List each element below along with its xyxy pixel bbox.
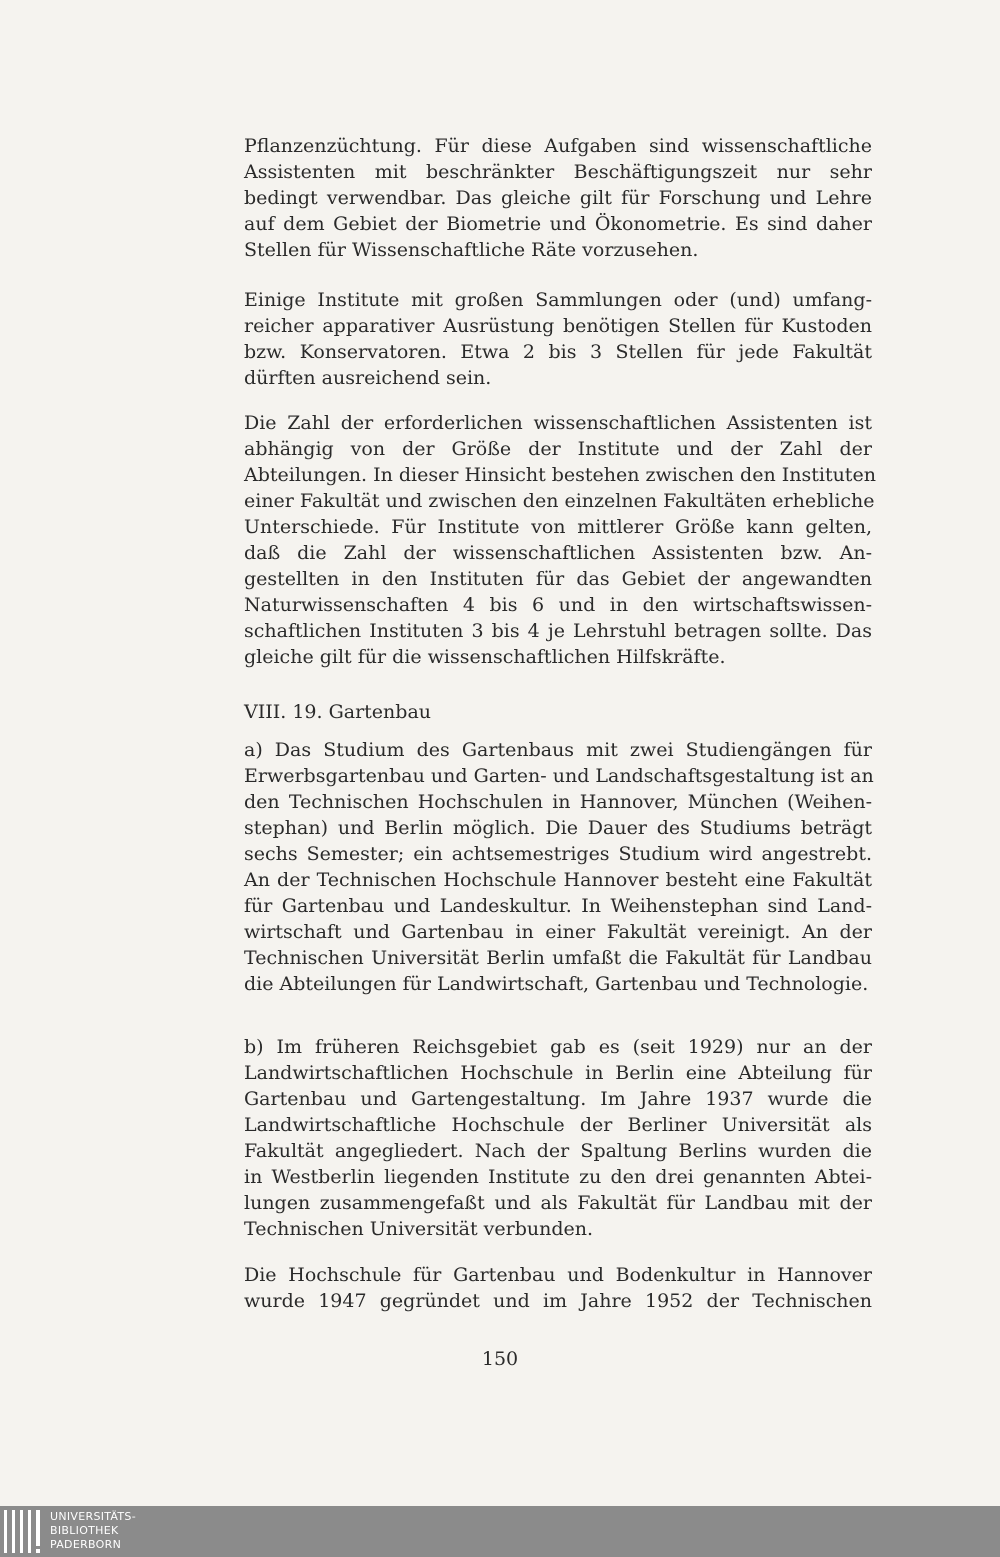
- text-line: Die Zahl der erforderlichen wissenschaftlichen Assistenten ist: [244, 412, 872, 434]
- text-line: Landwirtschaftliche Hochschule der Berliner Universität als: [244, 1114, 872, 1136]
- text-line: Abteilungen. In dieser Hinsicht bestehen zwischen den Instituten: [244, 464, 876, 486]
- text-line: Naturwissenschaften 4 bis 6 und in den wirtschaftswissen-: [244, 594, 872, 616]
- text-line: stephan) und Berlin möglich. Die Dauer des Studiums beträgt: [244, 817, 872, 839]
- text-line: Stellen für Wissenschaftliche Räte vorzusehen.: [244, 239, 699, 261]
- text-line: für Gartenbau und Landeskultur. In Weihenstephan sind Land-: [244, 895, 872, 917]
- text-line: die Abteilungen für Landwirtschaft, Gartenbau und Technologie.: [244, 973, 869, 995]
- text-line: schaftlichen Instituten 3 bis 4 je Lehrstuhl betragen sollte. Das: [244, 620, 872, 642]
- library-logo-icon: [4, 1510, 44, 1553]
- text-line: Technischen Universität verbunden.: [244, 1218, 594, 1240]
- text-line: Assistenten mit beschränkter Beschäftigungszeit nur sehr: [244, 161, 872, 183]
- text-line: den Technischen Hochschulen in Hannover, München (Weihen-: [244, 791, 872, 813]
- library-footer-banner: [0, 1506, 1000, 1557]
- text-line: Unterschiede. Für Institute von mittlerer Größe kann gelten,: [244, 516, 872, 538]
- library-name: [50, 1510, 136, 1552]
- text-line: gleiche gilt für die wissenschaftlichen Hilfskräfte.: [244, 646, 726, 668]
- text-line: Gartenbau und Gartengestaltung. Im Jahre 1937 wurde die: [244, 1088, 872, 1110]
- text-line: lungen zusammengefaßt und als Fakultät für Landbau mit der: [244, 1192, 872, 1214]
- text-line: wirtschaft und Gartenbau in einer Fakultät vereinigt. An der: [244, 921, 872, 943]
- text-line: wurde 1947 gegründet und im Jahre 1952 der Technischen: [244, 1290, 872, 1312]
- text-line: Die Hochschule für Gartenbau und Bodenkultur in Hannover: [244, 1264, 872, 1286]
- page-number: 150: [481, 1348, 519, 1370]
- text-line: daß die Zahl der wissenschaftlichen Assistenten bzw. An-: [244, 542, 872, 564]
- paragraph-4: [244, 737, 872, 997]
- text-line: Fakultät angegliedert. Nach der Spaltung Berlins wurden die: [244, 1140, 872, 1162]
- text-line: An der Technischen Hochschule Hannover besteht eine Fakultät: [244, 869, 872, 891]
- text-line: dürften ausreichend sein.: [244, 367, 492, 389]
- text-line: Einige Institute mit großen Sammlungen oder (und) umfang-: [244, 289, 872, 311]
- paragraph-2: [244, 287, 872, 391]
- text-line: gestellten in den Instituten für das Gebiet der angewandten: [244, 568, 872, 590]
- library-name-line: UNIVERSITÄTS-: [50, 1510, 136, 1523]
- paragraph-3: [244, 410, 876, 670]
- text-line: Landwirtschaftlichen Hochschule in Berlin eine Abteilung für: [244, 1062, 872, 1084]
- text-line: Pflanzenzüchtung. Für diese Aufgaben sind wissenschaftliche: [244, 135, 872, 157]
- text-line: einer Fakultät und zwischen den einzelnen Fakultäten erhebliche: [244, 490, 875, 512]
- text-line: b) Im früheren Reichsgebiet gab es (seit 1929) nur an der: [244, 1036, 872, 1058]
- text-line: auf dem Gebiet der Biometrie und Ökonometrie. Es sind daher: [244, 213, 872, 235]
- text-line: sechs Semester; ein achtsemestriges Studium wird angestrebt.: [244, 843, 872, 865]
- text-line: Technischen Universität Berlin umfaßt die Fakultät für Landbau: [244, 947, 872, 969]
- text-line: reicher apparativer Ausrüstung benötigen Stellen für Kustoden: [244, 315, 872, 337]
- text-line: bzw. Konservatoren. Etwa 2 bis 3 Stellen für jede Fakultät: [244, 341, 872, 363]
- text-line: abhängig von der Größe der Institute und der Zahl der: [244, 438, 872, 460]
- paragraph-1: [244, 133, 872, 263]
- paragraph-6: [244, 1262, 872, 1314]
- section-heading: VIII. 19. Gartenbau: [244, 701, 432, 723]
- library-name-line: BIBLIOTHEK: [50, 1524, 119, 1537]
- text-line: in Westberlin liegenden Institute zu den drei genannten Abtei-: [244, 1166, 872, 1188]
- paragraph-5: [244, 1034, 872, 1242]
- text-line: Erwerbsgartenbau und Garten- und Landschaftsgestaltung ist an: [244, 765, 874, 787]
- text-line: a) Das Studium des Gartenbaus mit zwei Studiengängen für: [244, 739, 872, 761]
- library-name-line: PADERBORN: [50, 1538, 122, 1551]
- text-line: bedingt verwendbar. Das gleiche gilt für Forschung und Lehre: [244, 187, 872, 209]
